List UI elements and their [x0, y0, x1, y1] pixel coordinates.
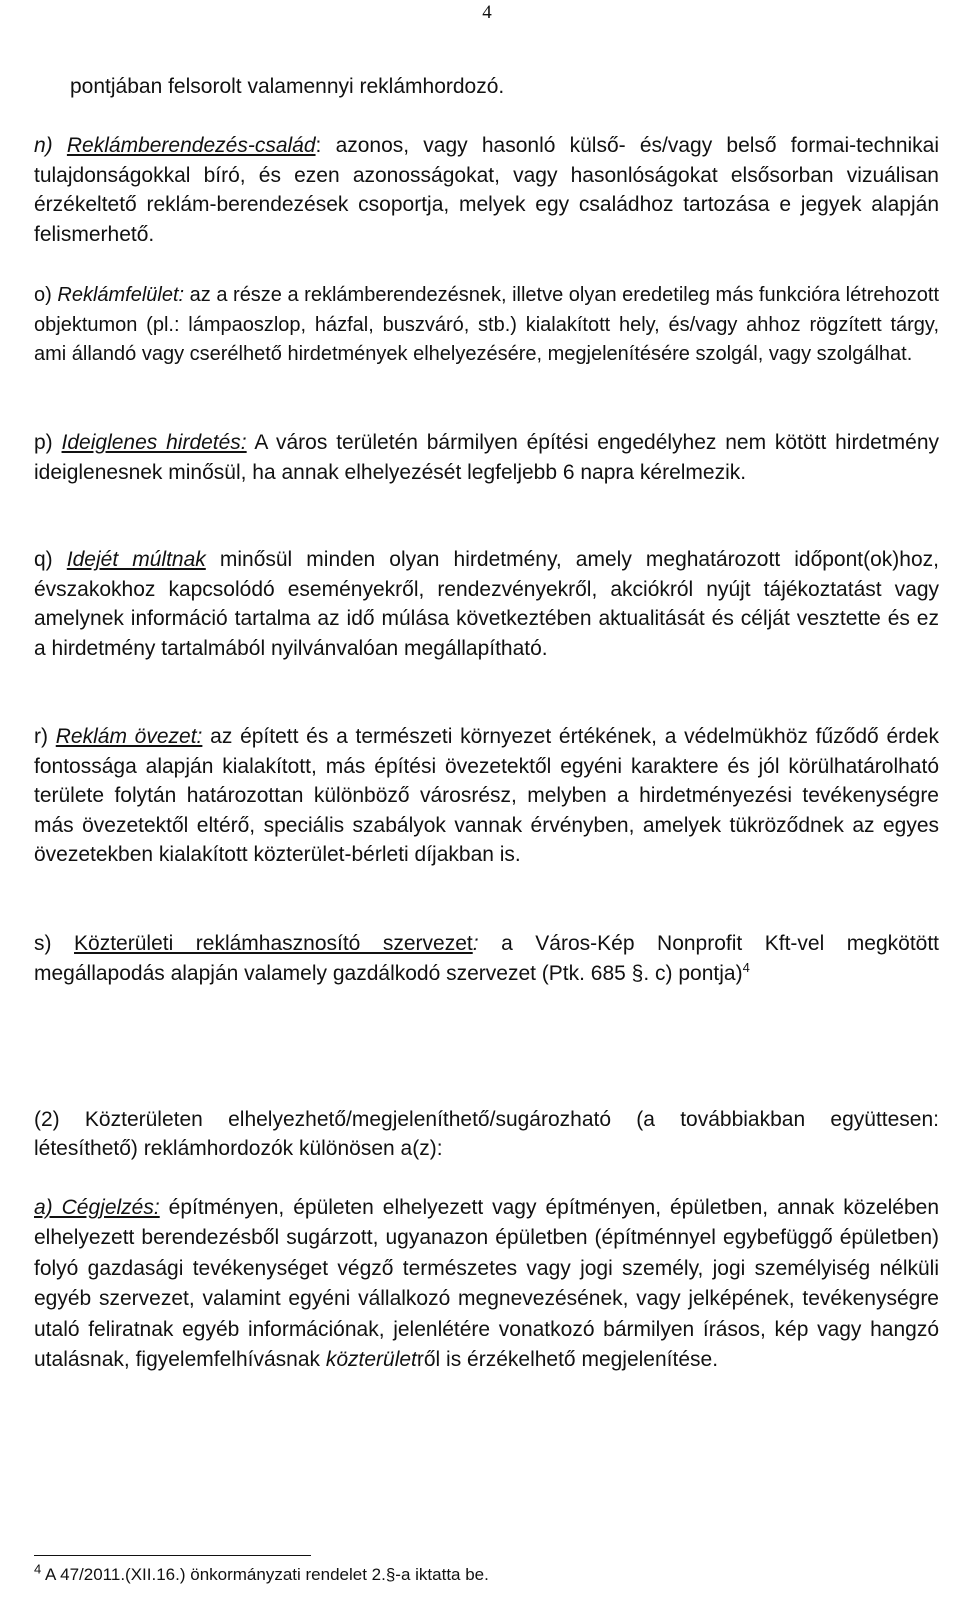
item-a-term: a) Cégjelzés:: [34, 1196, 160, 1219]
definition-text: a Város-Kép Nonprofit Kft-vel megkötött megállapodás alapján valamely gazdálkodó szervezet (Ptk. 685 §. c) pontja): [34, 932, 940, 985]
definition-text: minősül minden olyan hirdetmény, amely meghatározott időpont(ok)hoz, évszakokhoz kapcsolódó eseményekről, rendezvényekről, akciókról nyújt tájékoztatást vagy amelynek információ tartalma az idő múlása következtében aktualitását és célját vesztette és ez a hirdetmény tartalmából nyilvánvalóan megállapítható.: [34, 548, 939, 660]
section-2-text: (2) Közterületen elhelyezhető/megjeleníthető/sugározható (a továbbiakban együttesen: létesíthető) reklámhordozók különösen a(z):: [34, 1108, 939, 1160]
definition-n: [34, 131, 939, 249]
definition-term: Reklám övezet:: [55, 725, 203, 748]
definition-term: Reklámfelület:: [57, 284, 185, 306]
definition-letter: r): [34, 725, 48, 748]
definition-letter: o): [34, 284, 52, 306]
page-number: 4: [482, 2, 492, 23]
definition-s: [34, 929, 939, 988]
definition-text: azonos, vagy hasonló külső- és/vagy belső formai-technikai tulajdonságokkal bíró, és ezen azonosságokat, vagy hasonlóságokat elsősorban vizuálisan érzékeltető reklám-berendezések csoportja, melyek egy családhoz tartozása e jegyek alapján felismerhető.: [34, 134, 940, 246]
definition-term: Reklámberendezés-család: [66, 134, 316, 157]
item-a-paragraph: [34, 1193, 939, 1375]
definition-term: Ideiglenes hirdetés:: [61, 431, 247, 454]
definition-separator: :: [472, 932, 479, 955]
definition-p: [34, 428, 939, 487]
item-a-italic-text: közterület: [325, 1348, 417, 1372]
definition-letter: p): [34, 431, 53, 454]
footnote-separator: [34, 1555, 311, 1556]
footnote-marker: 4: [34, 1561, 42, 1577]
definition-text: az épített és a természeti környezet értékének, a védelmükhöz fűződő érdek fontossága alapján kialakított, más építési övezetektől egyéni karaktere és jól körülhatárolható területe folytán határozottan különböző városrész, melyben a hirdetményezési tevékenységre más övezetektől eltérő, speciális szabályok vannak érvényben, amelyek tükröződnek az egyes övezetekben kialakított közterület-bérleti díjakban is.: [34, 725, 939, 867]
definition-q: [34, 545, 939, 663]
definition-o: [34, 281, 939, 370]
item-a-text: építményen, épületen elhelyezett vagy építményen, épületben, annak közelében elhelyezett berendezésből sugárzott, ugyanazon épületben (építménnyel egybefüggő épületben) folyó gazdasági tevékenységet végző természetes vagy jogi személy, jogi személyiség nélküli egyéb szervezet, valamint egyéni vállalkozó megnevezésének, vagy jelképének, tevékenységre utaló feliratnak egyéb információnak, jelenlétére vonatkozó bármilyen írásos, kép vagy hangzó utalásnak, figyelemfelhívásnak: [34, 1196, 939, 1372]
footnote-reference[interactable]: 4: [742, 959, 750, 975]
definition-separator: :: [315, 134, 322, 157]
definition-letter: q): [34, 548, 53, 571]
footnote-text: A 47/2011.(XII.16.) önkormányzati rendelet 2.§-a iktatta be.: [41, 1565, 489, 1584]
intro-text: pontjában felsorolt valamennyi reklámhordozó.: [70, 75, 505, 98]
section-2-paragraph: [34, 1106, 939, 1163]
definition-letter: s): [34, 932, 52, 955]
definition-letter: n): [34, 134, 53, 157]
definition-r: [34, 722, 939, 870]
definition-term: Közterületi reklámhasznosító szervezet: [74, 932, 473, 955]
definition-text: az a része a reklámberendezésnek, illetve olyan eredetileg más funkcióra létrehozott objektumon (pl.: lámpaoszlop, házfal, buszváró, stb.) kialakított hely, és/vagy ahhoz rögzített tárgy, ami állandó vagy cserélhető hirdetmények elhelyezésére, megjelenítésére szolgál, vagy szolgálhat.: [34, 284, 940, 366]
footnote: [34, 1561, 934, 1586]
definition-text: A város területén bármilyen építési engedélyhez nem kötött hirdetmény ideiglenesnek minősül, ha annak elhelyezését legfeljebb 6 napra kérelmezik.: [34, 431, 939, 484]
intro-paragraph: [70, 72, 940, 102]
item-a-text-end: ről is érzékelhető megjelenítése.: [416, 1348, 719, 1372]
definition-term: Idejét múltnak: [66, 548, 206, 571]
